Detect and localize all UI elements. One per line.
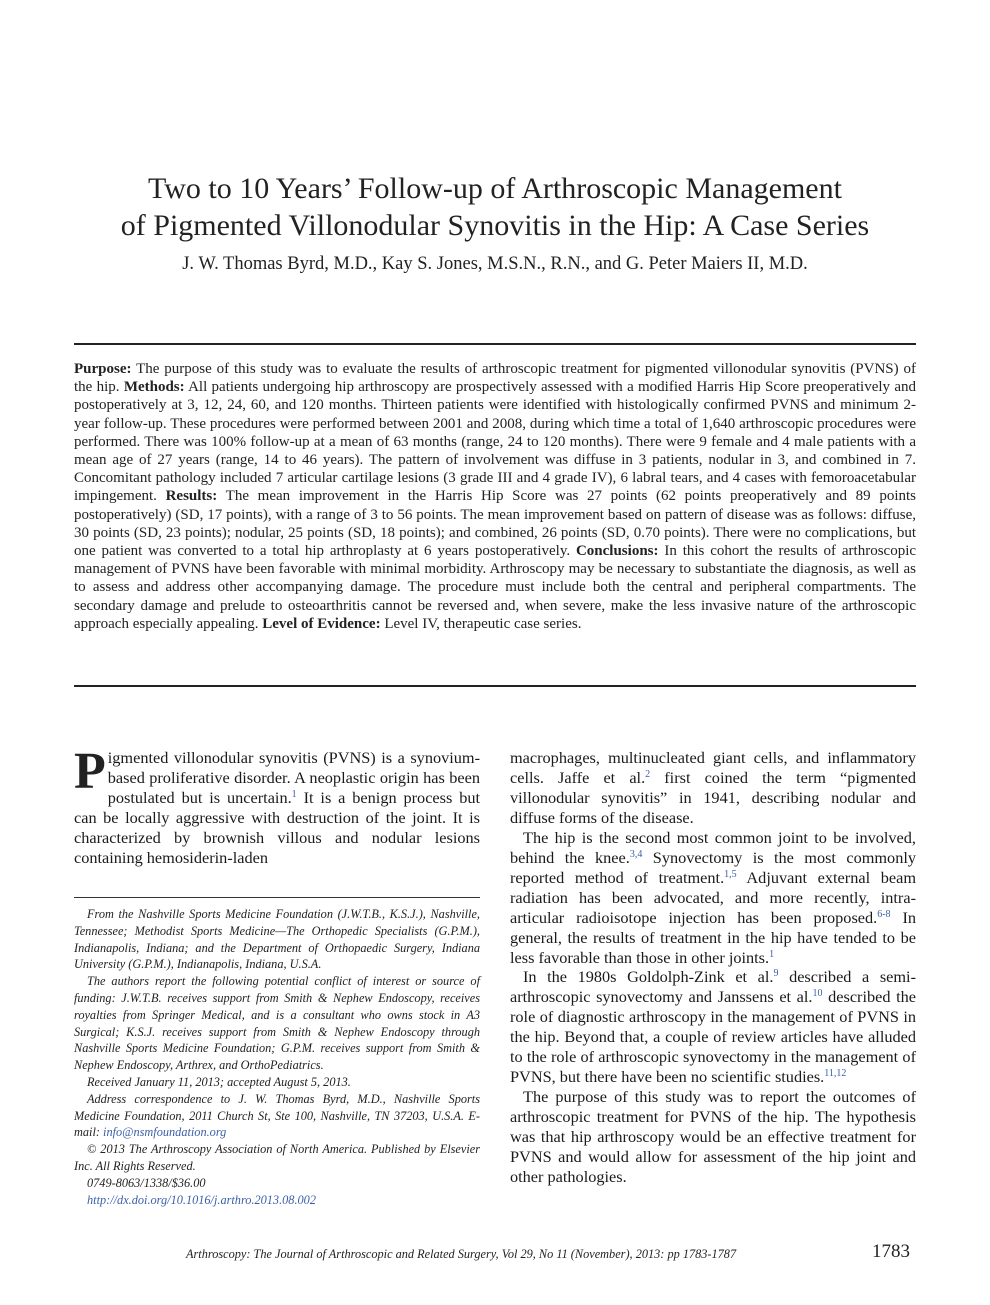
conclusions-text: In this cohort the results of arthroscopic management of PVNS have been favorable with minimal morbidity. Arthroscopy may be necessary to substantiate the diagnosis, as well as to assess and address other accompanying damage. The procedure must include both the central and peripheral compartments. The secondary damage and prelude to osteoarthritis cannot be reversed and, when severe, make the less invasive nature of the arthroscopic approach especially appealing. [74, 543, 917, 632]
body-text: described a semi-arthroscopic synovectomy and Janssens et al. [510, 967, 916, 1007]
conflict-note: The authors report the following potential conflict of interest or source of funding: J.W.T.B. receives support from Smith & Nephew Endoscopy, receives royalties from Springer Medical, and is a consultant who owns stock in A3 Surgical; K.S.J. receives support from Smith & Nephew Endoscopy through Nashville Sports Medicine Foundation; G.P.M. receives support from Smith & Nephew Endoscopy, Arthrex, and OrthoPediatrics. [74, 974, 480, 1073]
footnotes [74, 906, 480, 1208]
footnote-rule [74, 897, 480, 898]
intro-paragraph [74, 743, 481, 868]
body-text: The hip is the second most common joint to be involved, behind the knee. [510, 827, 916, 867]
methods-text: All patients undergoing hip arthroscopy are prospectively assessed with a modified Harris Hip Score preoperatively and postoperatively at 3, 12, 24, 60, and 120 months. Thirteen patients were identified with histologically confirmed PVNS and minimum 2-year follow-up. These procedures were performed between 2001 and 2008, during which time a total of 1,640 arthroscopic procedures were performed. There was 100% follow-up at a mean of 63 months (range, 24 to 120 months). There were 9 female and 4 male patients with a mean age of 27 years (range, 14 to 46 years). The pattern of involvement was diffuse in 3 patients, nodular in 3, and combined in 7. Concomitant pathology included 7 articular cartilage lesions (3 grade III and 4 grade IV), 6 labral tears, and 4 cases with femoroacetabular impingement. [74, 379, 916, 505]
citation-link[interactable]: 1 [769, 948, 775, 960]
page-number: 1783 [872, 1241, 910, 1262]
drop-cap: P [74, 743, 106, 800]
body-text: In general, the results of treatment in the hip have tended to be less favorable than those in other joints. [510, 907, 916, 967]
body-text: Synovectomy is the most commonly reported method of treatment. [510, 847, 917, 887]
right-column-body [510, 748, 916, 1187]
level-of-evidence-text: Level IV, therapeutic case series. [384, 615, 582, 632]
citation-link[interactable]: 11,12 [824, 1068, 847, 1080]
purpose-label: Purpose: [74, 361, 132, 377]
author-list: J. W. Thomas Byrd, M.D., Kay S. Jones, M.S.N., R.N., and G. Peter Maiers II, M.D. [182, 254, 808, 274]
purpose-text: The purpose of this study was to evaluate the results of arthroscopic treatment for pigmented villonodular synovitis (PVNS) of the hip. [74, 361, 916, 396]
body-text: first coined the term “pigmented villonodular synovitis” in 1941, describing nodular and diffuse forms of the disease. [510, 767, 916, 827]
body-text: macrophages, multinucleated giant cells, and inflammatory cells. Jaffe et al. [510, 748, 916, 787]
citation-link[interactable]: 6-8 [877, 908, 891, 920]
citation-link[interactable]: 1,5 [724, 868, 737, 880]
running-footer: Arthroscopy: The Journal of Arthroscopic and Related Surgery, Vol 29, No 11 (November), 2013: pp 1783-1787 [186, 1247, 737, 1261]
body-text: Adjuvant external beam radiation has been advocated, and more recently, intra-articular radioisotope injection has been proposed. [510, 867, 917, 927]
results-label: Results: [165, 488, 218, 505]
citation-link[interactable]: 9 [773, 968, 779, 980]
left-column-body [74, 743, 481, 868]
received-note: Received January 11, 2013; accepted August 5, 2013. [87, 1074, 351, 1089]
methods-label: Methods: [123, 379, 185, 396]
copyright-note: © 2013 The Arthroscopy Association of North America. Published by Elsevier Inc. All Rights Reserved. [74, 1142, 480, 1173]
doi-note [74, 1192, 480, 1209]
citation-link[interactable]: 2 [645, 768, 651, 780]
title-line-2: of Pigmented Villonodular Synovitis in the Hip: A Case Series [120, 209, 870, 242]
paragraph [510, 967, 916, 1087]
body-text: The purpose of this study was to report the outcomes of arthroscopic treatment for PVNS of the hip. The hypothesis was that hip arthroscopy would be an effective treatment for PVNS and would allow for assessment of the hip joint and other pathologies. [510, 1087, 916, 1187]
paragraph [510, 1087, 916, 1187]
body-text: described the role of diagnostic arthroscopy in the management of PVNS in the hip. Beyond that, a couple of review articles have alluded to the role of arthroscopic synovectomy in the management of PVNS, but there have been no scientific studies. [510, 987, 917, 1087]
affiliation-note: From the Nashville Sports Medicine Foundation (J.W.T.B., K.S.J.), Nashville, Tennessee; Methodist Sports Medicine—The Orthopedic Specialists (G.P.M.), Indianapolis, Indiana; and the Department of Orthopaedic Surgery, Indiana University (G.P.M.), Indianapolis, Indiana, U.S.A. [74, 907, 480, 972]
results-text: The mean improvement in the Harris Hip Score was 27 points (62 points preoperatively and 89 points postoperatively) (SD, 17 points), with a range of 3 to 56 points. The mean improvement based on pattern of disease was as follows: diffuse, 30 points (SD, 23 points); nodular, 25 points (SD, 18 points); and combined, 26 points (SD, 0.70 points). There were no complications, but one patient was converted to a total hip arthroplasty at 6 years postoperatively. [74, 488, 916, 560]
citation-link[interactable]: 3,4 [629, 848, 643, 860]
doi-link[interactable]: http://dx.doi.org/10.1016/j.arthro.2013.08.002 [87, 1192, 316, 1207]
correspondence-text: Address correspondence to J. W. Thomas Byrd, M.D., Nashville Sports Medicine Foundation, 2011 Church St, Ste 100, Nashville, TN 37203, U.S.A. E-mail: [74, 1091, 480, 1140]
title-line-1: Two to 10 Years’ Follow-up of Arthroscopic Management [148, 172, 842, 205]
issn-note: 0749-8063/1338/$36.00 [87, 1175, 206, 1190]
abstract-top-rule [74, 343, 916, 345]
abstract [74, 360, 916, 633]
article-title [40, 170, 950, 244]
correspondence-note [74, 1091, 480, 1141]
paragraph [510, 748, 916, 828]
paragraph [510, 828, 916, 968]
level-of-evidence-label: Level of Evidence: [262, 615, 381, 632]
citation-link[interactable]: 1 [291, 788, 297, 800]
citation-link[interactable]: 10 [812, 988, 823, 1000]
body-text: igmented villonodular synovitis (PVNS) is a synovium-based proliferative disorder. A neoplastic origin has been postulated but is uncertain. [107, 748, 480, 807]
abstract-bottom-rule [74, 685, 916, 687]
body-text: In the 1980s Goldolph-Zink et al. [523, 967, 774, 987]
conclusions-label: Conclusions: [575, 543, 659, 560]
email-link[interactable]: info@nsmfoundation.org [103, 1125, 227, 1140]
body-text: It is a benign process but can be locally aggressive with destruction of the joint. It is characterized by brownish villous and nodular lesions containing hemosiderin-laden [74, 787, 481, 867]
